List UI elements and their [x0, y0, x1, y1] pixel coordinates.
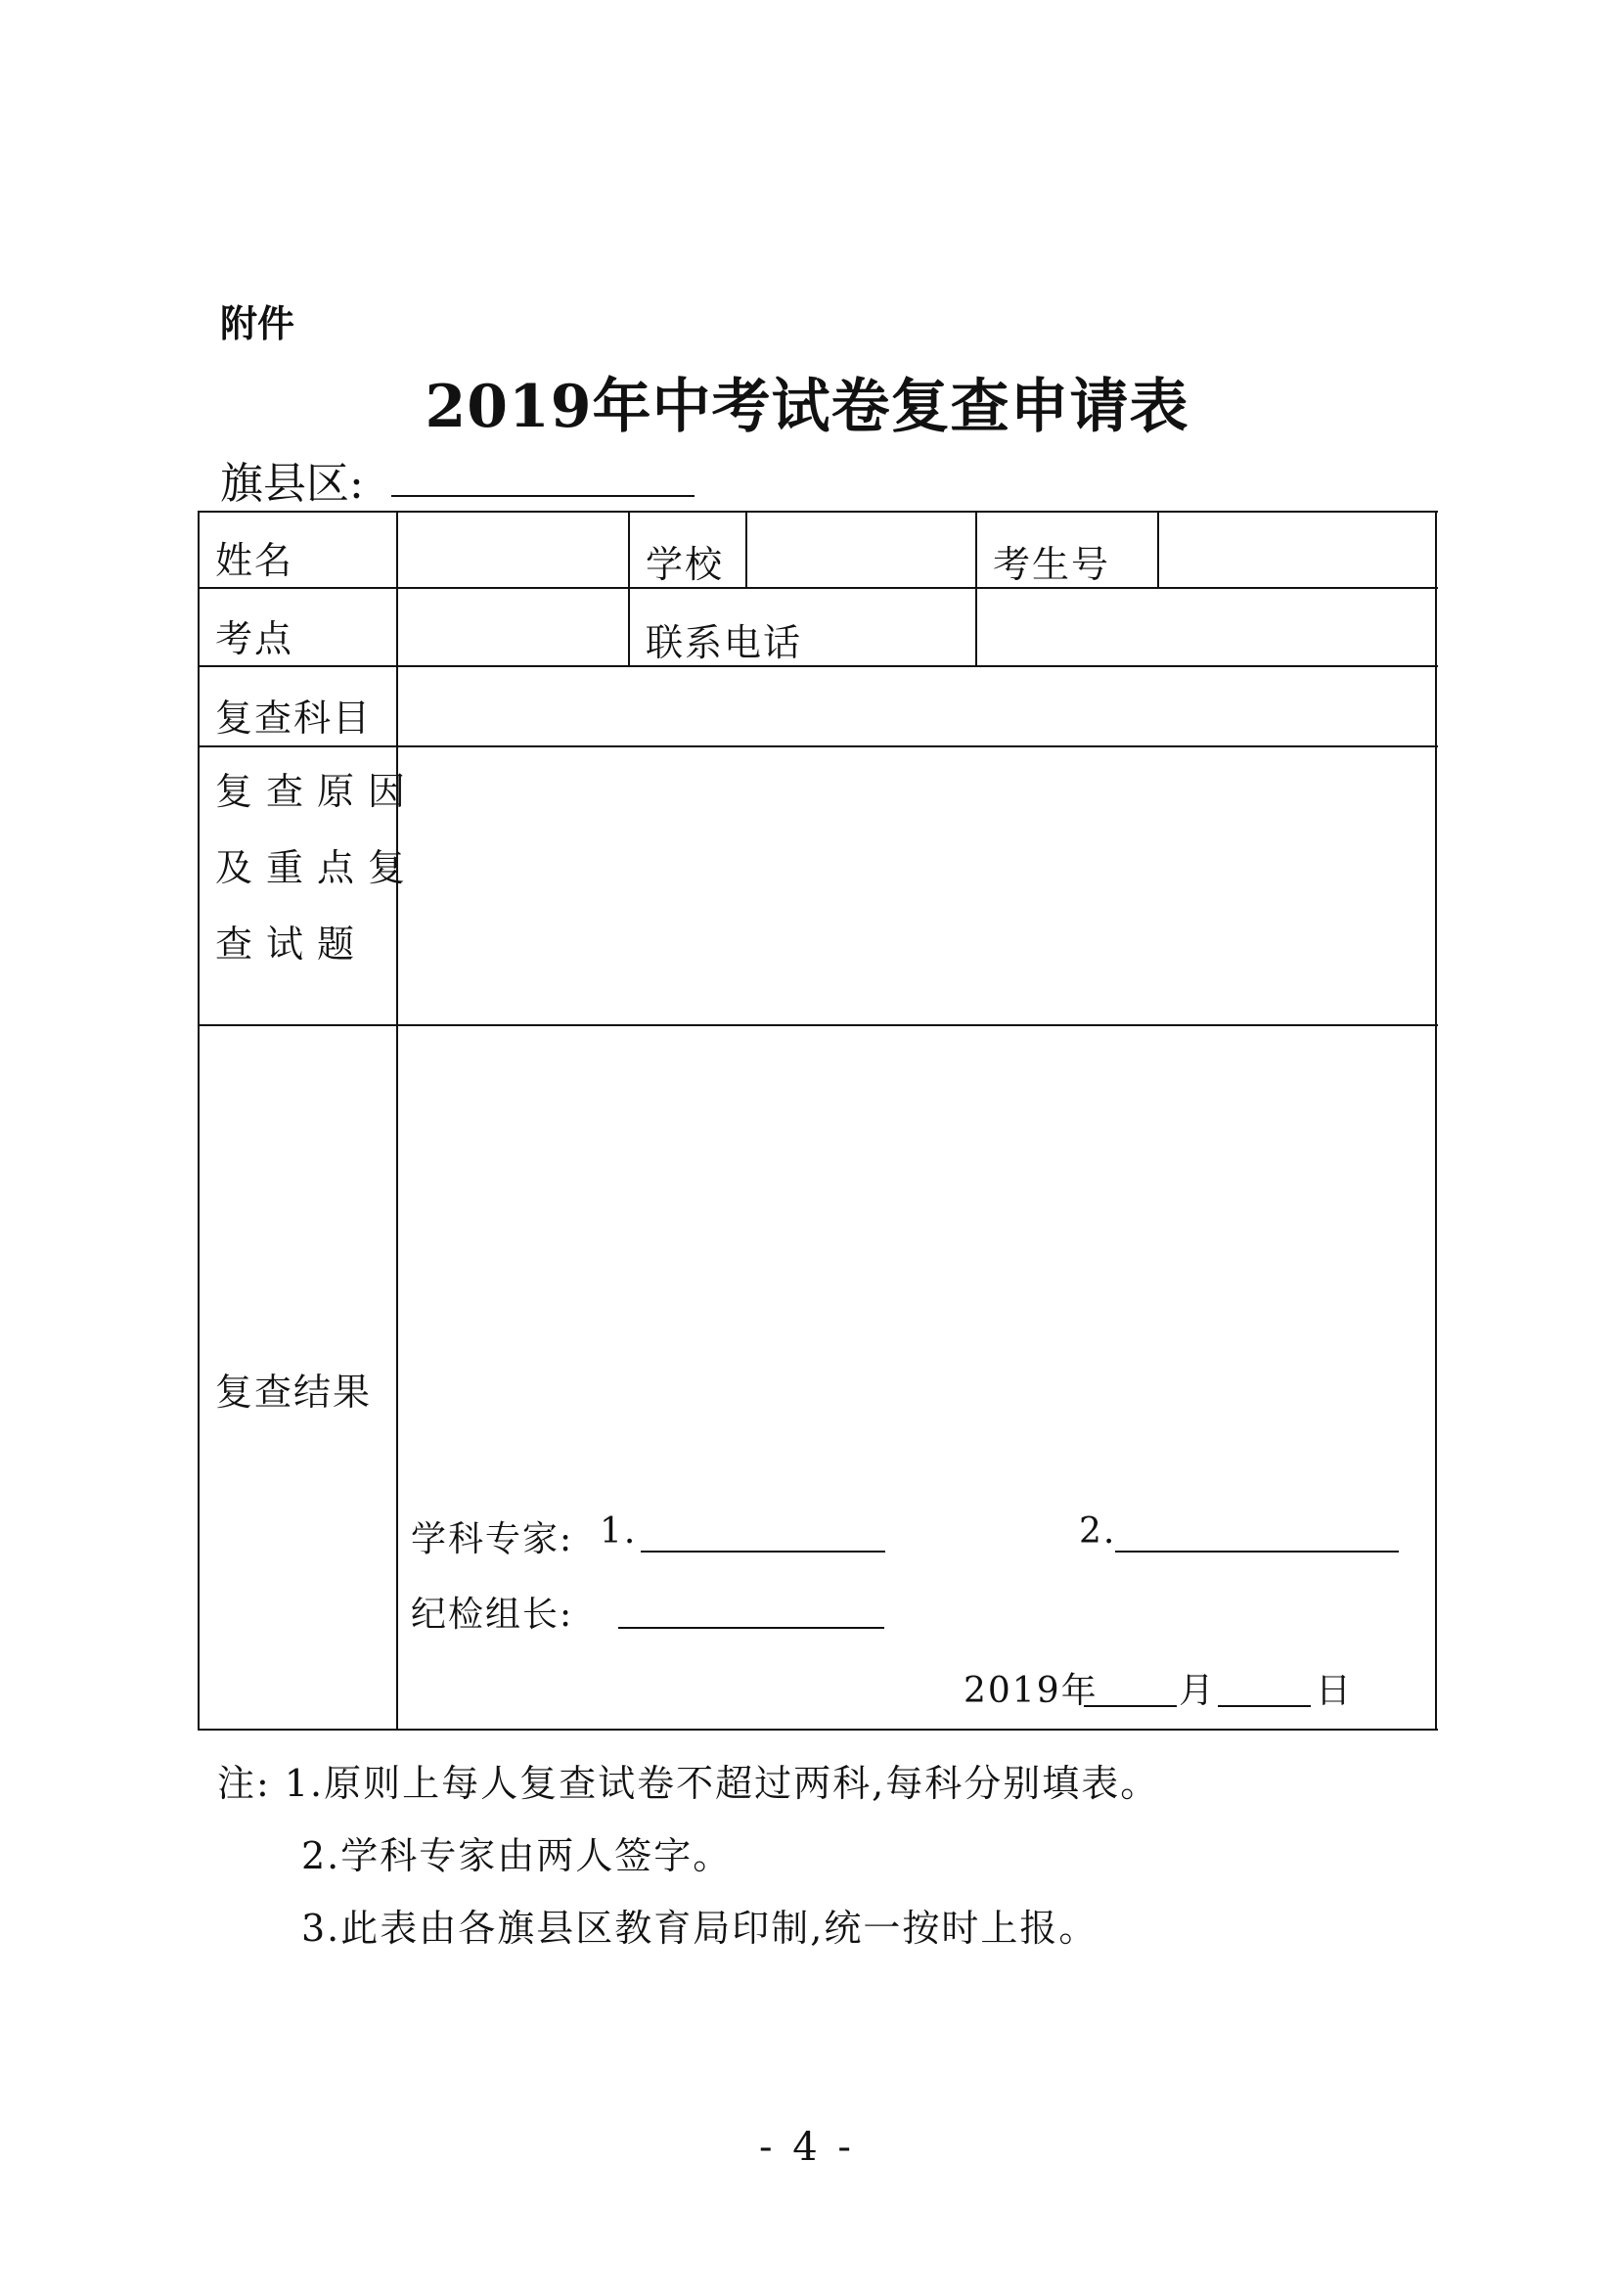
subject-expert-label: 学科专家:	[411, 1519, 574, 1559]
review-result-field[interactable]	[399, 1027, 1433, 1477]
expert-1-number: 1.	[600, 1511, 638, 1552]
review-result-label: 复查结果	[215, 1371, 373, 1414]
table-column-divider	[1157, 511, 1159, 587]
table-row-divider	[198, 745, 1438, 747]
name-field[interactable]	[399, 514, 626, 586]
table-label-column-divider	[396, 511, 398, 1731]
district-input-line[interactable]	[391, 495, 695, 497]
note-2: 2.学科专家由两人签字。	[301, 1834, 733, 1877]
table-border-top	[198, 511, 1438, 513]
inspection-leader-label: 纪检组长:	[411, 1595, 574, 1635]
table-column-divider	[975, 511, 977, 665]
note-3: 3.此表由各旗县区教育局印制,统一按时上报。	[301, 1907, 1098, 1950]
table-border-left	[198, 511, 200, 1731]
table-column-divider	[745, 511, 747, 587]
district-label: 旗县区:	[220, 459, 364, 509]
date-month-line[interactable]	[1084, 1705, 1177, 1707]
table-border-right	[1435, 511, 1437, 1731]
review-reason-label-line: 复查原因	[215, 770, 420, 813]
exam-number-field[interactable]	[1160, 514, 1434, 586]
table-border-bottom	[198, 1729, 1438, 1731]
school-field[interactable]	[748, 514, 973, 586]
exam-site-field[interactable]	[399, 590, 626, 664]
name-label: 姓名	[215, 539, 294, 582]
review-reason-label	[215, 753, 419, 982]
review-reason-label-line: 及重点复	[215, 846, 420, 889]
inspection-leader-signature-line[interactable]	[618, 1627, 884, 1629]
expert-1-signature-line[interactable]	[641, 1551, 885, 1553]
note-1: 注: 1.原则上每人复查试卷不超过两科,每科分别填表。	[217, 1762, 1160, 1805]
phone-label: 联系电话	[646, 621, 803, 664]
review-reason-label-line: 查试题	[215, 923, 369, 966]
table-column-divider	[628, 511, 630, 665]
page-number: - 4 -	[759, 2125, 855, 2170]
date-year: 2019年	[964, 1671, 1098, 1711]
table-row-divider	[198, 587, 1438, 589]
exam-number-label: 考生号	[993, 543, 1111, 586]
table-row-divider	[198, 1024, 1438, 1026]
exam-site-label: 考点	[215, 617, 294, 660]
subject-label: 复查科目	[215, 697, 373, 740]
expert-2-signature-line[interactable]	[1115, 1551, 1399, 1553]
school-label: 学校	[646, 543, 725, 586]
page-title: 2019年中考试卷复查申请表	[425, 373, 1189, 441]
date-day-line[interactable]	[1218, 1705, 1311, 1707]
subject-field[interactable]	[399, 668, 1433, 744]
expert-2-number: 2.	[1079, 1511, 1117, 1552]
date-month-label: 月	[1179, 1671, 1217, 1711]
date-day-label: 日	[1316, 1671, 1354, 1711]
table-row-divider	[198, 665, 1438, 667]
review-reason-field[interactable]	[399, 748, 1433, 1022]
attachment-label: 附件	[220, 302, 295, 345]
phone-field[interactable]	[978, 590, 1433, 664]
